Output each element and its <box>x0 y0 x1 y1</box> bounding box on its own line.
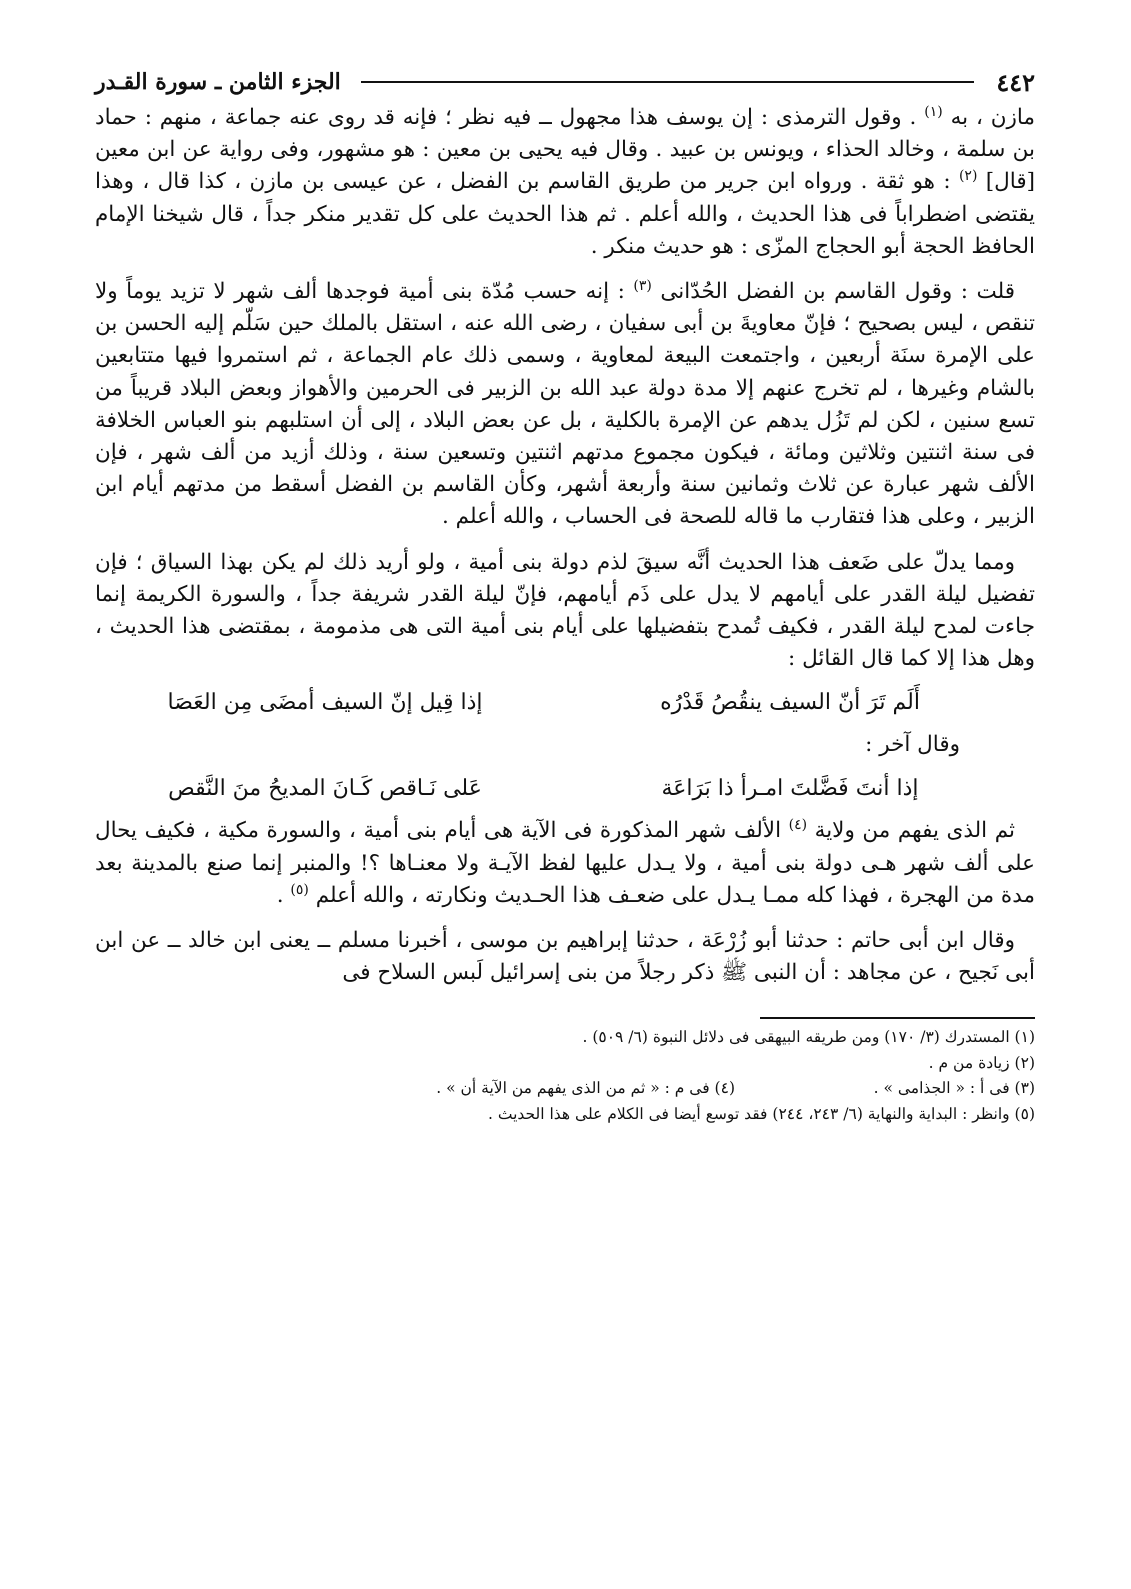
text-run: قلت : وقول القاسم بن الفضل الحُدّانى <box>651 279 1015 305</box>
footnote-marker[interactable]: (١) <box>924 103 943 120</box>
text-run: ومما يدلّ على ضَعف هذا الحديث أنَّه سيقَ لذم دولة بنى أمية ، ولو أريد ذلك لم يكن بهذا السياق ؛ فإن تفضيل ليلة القدر على أيامهم لا يدل على ذَم أيامهم، فإنّ ليلة القدر شريفة جداً ، والسورة الكريمة إنما جاءت لمدح ليلة القدر ، فكيف تُمدح بتفضيلها على أيام بنى أمية التى هى مذمومة ، بمقتضى هذا الحديث ، وهل هذا إلا كما قال القائل : <box>95 549 1035 672</box>
footnote-marker[interactable]: (٢) <box>958 168 978 185</box>
text-run: : هو ثقة . ورواه ابن جرير من طريق القاسم بن الفضل ، عن عيسى بن مازن ، كذا قال ، وهذا يقتضى اضطراباً فى هذا الحديث ، والله أعلم . ثم هذا الحديث على كل تقدير منكر جداً ، قال شيخنا الإمام الحافظ الحجة أبو الحجاج المزّى : هو حديث منكر . <box>95 169 1035 259</box>
text-run: ثم الذى يفهم من ولاية <box>807 818 1016 844</box>
poem-verse <box>95 769 1035 809</box>
footnotes <box>95 1025 1035 1127</box>
footnote: (٣) فى أ : « الجذامى » . <box>873 1079 1035 1098</box>
footnote: (٤) فى م : « ثم من الذى يفهم من الآية أن » . <box>436 1079 735 1098</box>
text-run: . وقول الترمذى : إن يوسف هذا مجهول ــ فيه نظر ؛ فإنه قد روى عنه جماعة ، منهم : حماد بن سلمة ، وخالد الحذاء ، ويونس بن عبيد . وقال فيه يحيى بن معين : هو مشهور، وفى رواية عن ابن معين [قال] <box>95 105 1035 195</box>
verse-second-hemistich: إذا قِيل إنّ السيف أمضَى مِن العَصَا <box>167 690 483 716</box>
paragraph <box>95 925 1035 989</box>
page-header <box>95 62 1035 102</box>
footnote: (٥) وانظر : البداية والنهاية (٦/ ٢٤٣، ٢٤٤) فقد توسع أيضا فى الكلام على هذا الحديث . <box>488 1104 1035 1123</box>
paragraph <box>95 276 1035 534</box>
footnote-rule <box>760 1017 1035 1019</box>
verse-first-hemistich: أَلَم تَرَ أنّ السيف ينقُصُ قَدْرُه <box>660 690 920 716</box>
page <box>95 62 1035 1127</box>
text-run: : إنه حسب مُدّة بنى أمية فوجدها ألف شهر لا تزيد يوماً ولا تنقص ، ليس بصحيح ؛ فإنّ معاويةَ بن أبى سفيان ، رضى الله عنه ، استقل بالملك حين سَلّم إليه الحسن بن على الإمرة سنَة أربعين ، واجتمعت البيعة لمعاوية ، وسمى ذلك عام الجماعة ، ثم استمروا فيها متتابعين بالشام وغيرها ، لم تخرج عنهم إلا مدة دولة عبد الله بن الزبير فى الحرمين والأهواز وبعض البلاد قريباً من تسع سنين ، لكن لم تَزُل يدهم عن الإمرة بالكلية ، بل عن بعض البلاد ، إلى أن استلبهم بنو العباس الخلافة فى سنة اثنتين وثلاثين ومائة ، فيكون مجموع مدتهم اثنتين وتسعين سنة ، وذلك أزيد من ألف شهر ، فإن الألف شهر عبارة عن ثلاث وثمانين سنة وأربعة أشهر، وكأن القاسم بن الفضل أسقط من مدتهم أيام ابن الزبير ، وعلى هذا فتقارب ما قاله للصحة فى الحساب ، والله أعلم . <box>95 279 1035 530</box>
main-text <box>95 102 1035 989</box>
footnote-marker[interactable]: (٤) <box>788 817 808 834</box>
text-run: وقال ابن أبى حاتم : حدثنا أبو زُرْعَة ، حدثنا إبراهيم بن موسى ، أخبرنا مسلم ــ يعنى ابن خالد ــ عن ابن أبى نَجيح ، عن مجاهد : أن النبى ﷺ ذكر رجلاً من بنى إسرائيل لَبس السلاح فى <box>95 928 1035 986</box>
text-run: . <box>276 882 291 908</box>
poem-verse <box>95 683 1035 723</box>
paragraph <box>95 547 1035 676</box>
footnote-marker[interactable]: (٥) <box>290 881 309 898</box>
footnote-marker[interactable]: (٣) <box>633 277 652 294</box>
footnote-row <box>95 1076 1035 1102</box>
another-poet-intro: وقال آخر : <box>865 732 960 758</box>
header-rule <box>361 81 975 83</box>
paragraph <box>95 815 1035 912</box>
verse-second-hemistich: عَلى نَـاقص كَـانَ المديحُ منَ النَّقص <box>168 776 482 802</box>
paragraph <box>95 102 1035 263</box>
verse-first-hemistich: إذا أنتَ فَضَّلتَ امـرأ ذا بَرَاعَة <box>661 776 919 802</box>
page-number: ٤٤٢ <box>996 67 1035 97</box>
text-run: مازن ، به <box>942 105 1035 130</box>
footnote: (٢) زيادة من م . <box>928 1053 1035 1072</box>
running-title: الجزء الثامن ـ سورة القـدر <box>95 69 341 95</box>
footnote: (١) المستدرك (٣/ ١٧٠) ومن طريقه البيهقى فى دلائل النبوة (٦/ ٥٠٩) . <box>582 1028 1035 1047</box>
text-run: الألف شهر المذكورة فى الآية هى أيام بنى أمية ، والسورة مكية ، فكيف يحال على ألف شهر هـى دولة بنى أمية ، ولا يـدل عليها لفظ الآيـة ولا معنـاها ؟! والمنبر إنما صنع بالمدينة بعد مدة من الهجرة ، فهذا كله ممـا يـدل على ضعـف هذا الحـديث ونكارته ، والله أعلم <box>95 818 1035 908</box>
